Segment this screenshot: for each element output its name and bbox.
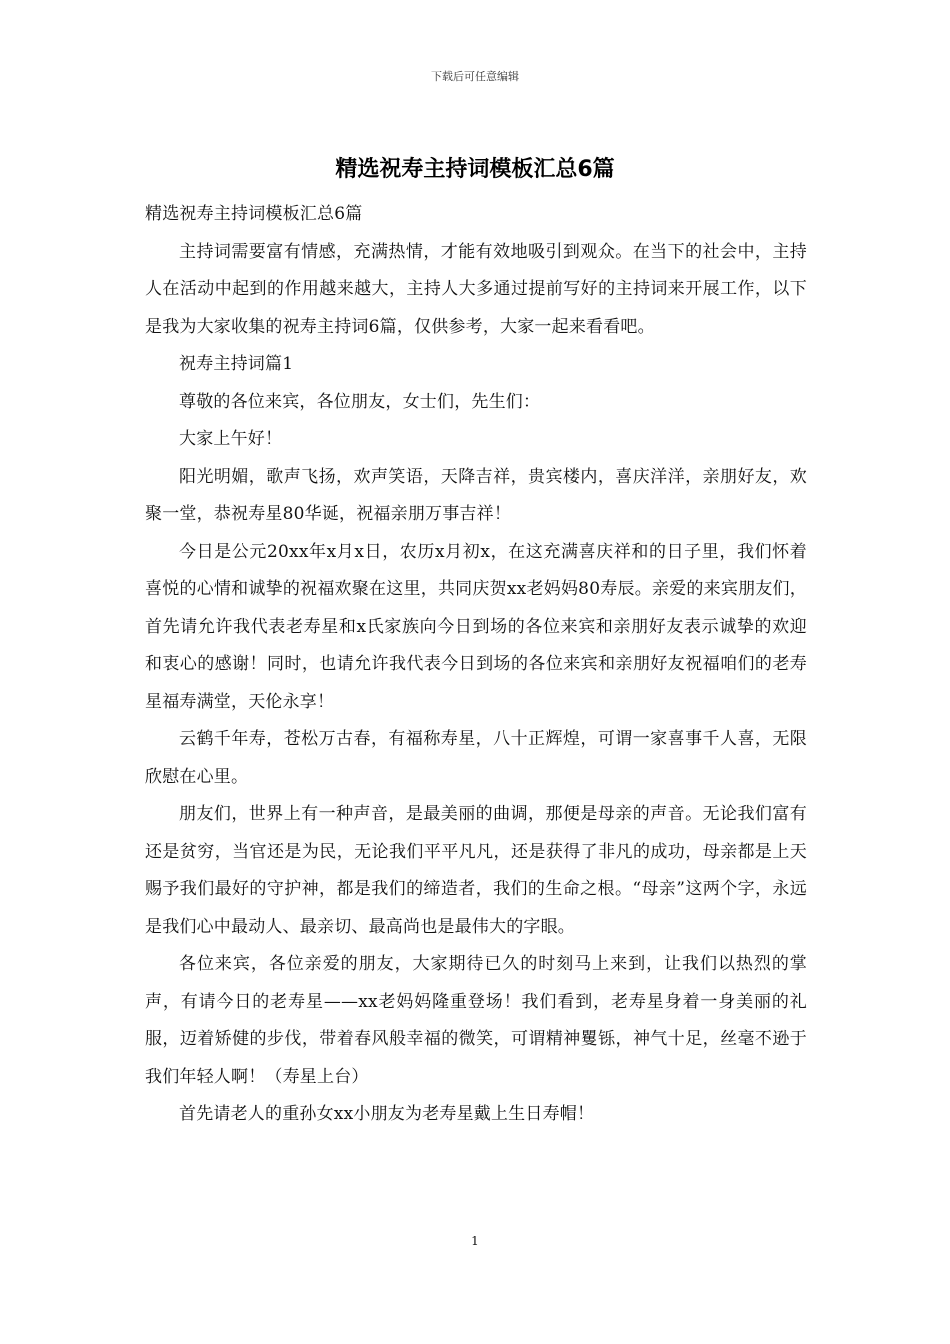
body-paragraph: 今日是公元20xx年x月x日，农历x月初x，在这充满喜庆祥和的日子里，我们怀着喜悦的心情和诚挚的祝福欢聚在这里，共同庆贺xx老妈妈80寿辰。亲爱的来宾朋友们，首先请允许我代表老寿星和x氏家族向今日到场的各位来宾和亲朋好友表示诚挚的欢迎和衷心的感谢！同时，也请允许我代表今日到场的各位来宾和亲朋好友祝福咱们的老寿星福寿满堂，天伦永享！ <box>145 541 807 712</box>
body-paragraph: 云鹤千年寿，苍松万古春，有福称寿星，八十正辉煌，可谓一家喜事千人喜，无限欣慰在心里。 <box>145 729 807 787</box>
section-heading: 祝寿主持词篇1 <box>179 354 294 374</box>
body-paragraph: 朋友们，世界上有一种声音，是最美丽的曲调，那便是母亲的声音。无论我们富有还是贫穷，当官还是为民，无论我们平平凡凡，还是获得了非凡的成功，母亲都是上天赐予我们最好的守护神，都是我们的缔造者，我们的生命之根。“母亲”这两个字，永远是我们心中最动人、最亲切、最高尚也是最伟大的字眼。 <box>145 804 807 937</box>
salutation-paragraph: 尊敬的各位来宾，各位朋友，女士们，先生们： <box>179 391 541 412</box>
document-title: 精选祝寿主持词模板汇总6篇 <box>335 157 615 182</box>
body-paragraph: 首先请老人的重孙女xx小朋友为老寿星戴上生日寿帽！ <box>179 1104 595 1124</box>
header-note: 下载后可任意编辑 <box>431 70 519 83</box>
subtitle-paragraph: 精选祝寿主持词模板汇总6篇 <box>145 204 363 224</box>
page-number: 1 <box>471 1234 479 1248</box>
intro-paragraph: 主持词需要富有情感，充满热情，才能有效地吸引到观众。在当下的社会中，主持人在活动中起到的作用越来越大，主持人大多通过提前写好的主持词来开展工作，以下是我为大家收集的祝寿主持词6篇，仅供参考，大家一起来看看吧。 <box>145 241 807 337</box>
greeting-paragraph: 大家上午好！ <box>179 429 283 449</box>
document-body <box>145 196 807 1134</box>
body-paragraph: 阳光明媚，歌声飞扬，欢声笑语，天降吉祥，贵宾楼内，喜庆洋洋，亲朋好友，欢聚一堂，恭祝寿星80华诞，祝福亲朋万事吉祥！ <box>145 466 807 524</box>
body-paragraph: 各位来宾，各位亲爱的朋友，大家期待已久的时刻马上来到，让我们以热烈的掌声，有请今日的老寿星——xx老妈妈隆重登场！我们看到，老寿星身着一身美丽的礼服，迈着矫健的步伐，带着春风般幸福的微笑，可谓精神矍铄，神气十足，丝毫不逊于我们年轻人啊！（寿星上台） <box>145 954 807 1087</box>
